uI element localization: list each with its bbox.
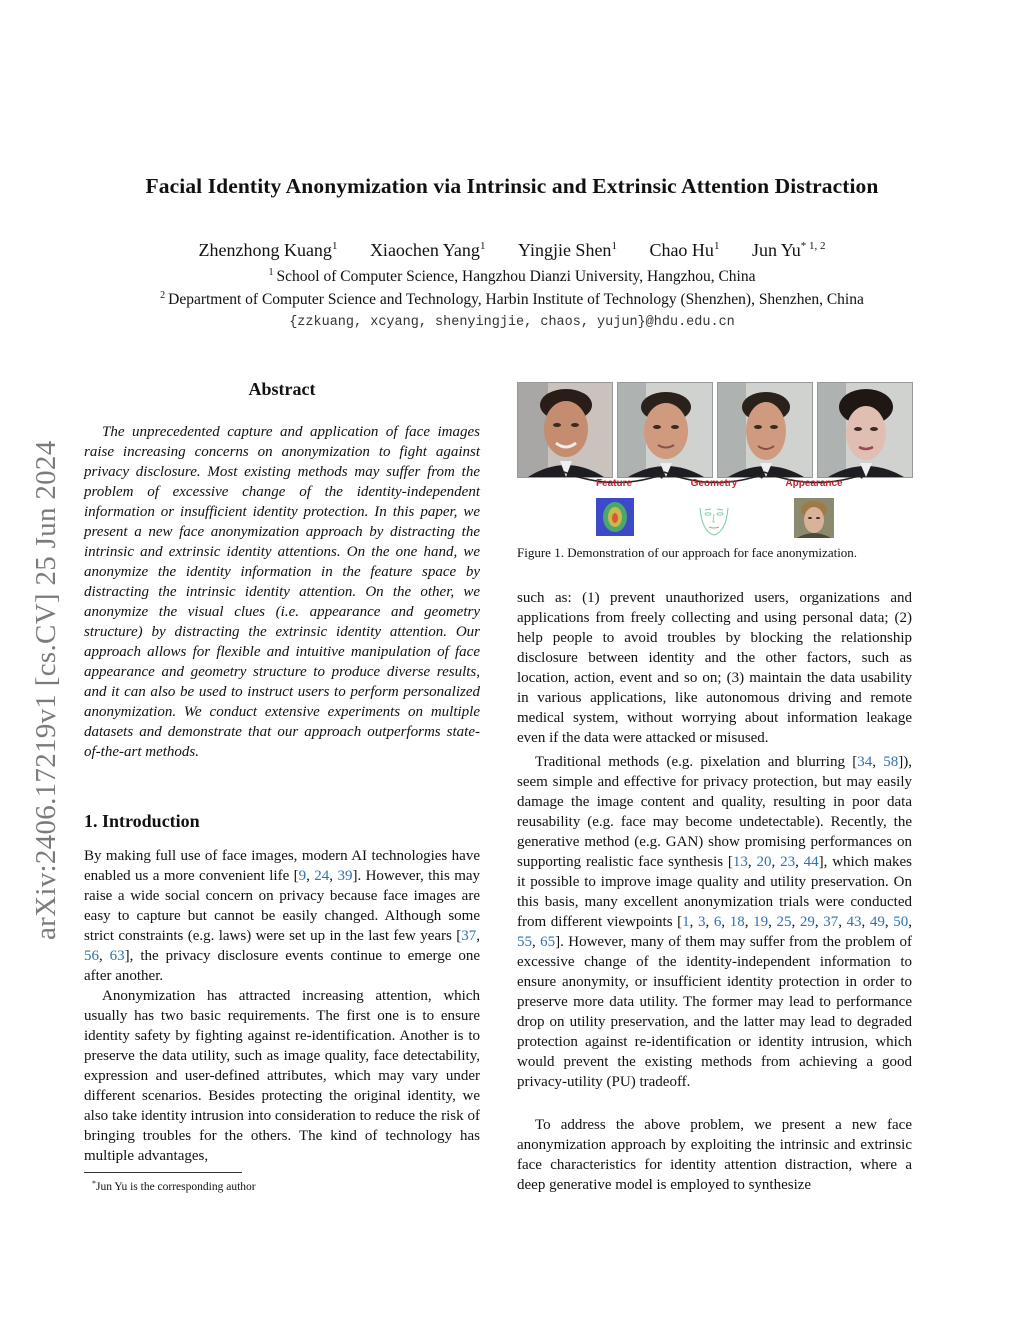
abstract-heading: Abstract	[248, 379, 316, 399]
face-illustration	[794, 498, 834, 538]
author: Zhenzhong Kuang$^1$	[198, 240, 338, 260]
citation-link[interactable]: 1	[682, 914, 690, 930]
citation-link[interactable]: 34	[857, 754, 873, 770]
citation-link[interactable]: 9	[298, 868, 307, 884]
citation-link[interactable]: 19	[753, 914, 769, 930]
citation-link[interactable]: 56	[84, 948, 99, 964]
citation-link[interactable]: 50	[893, 914, 909, 930]
landmark-sketch-thumbnail	[694, 498, 734, 538]
face-illustration	[818, 383, 912, 477]
citation-link[interactable]: 44	[803, 854, 819, 870]
face-illustration	[618, 383, 712, 477]
intro-paragraph-3: such as: (1) prevent unauthorized users, organizations and applications from freely collecting and using personal data; (2) help people to avoid troubles by blocking the relationship disclosure between identity and the other factors, such as location, action, event and so on; (3) maintain the data usability in various applications, like autonomous driving and remote medical system, without worrying about information leakage even if the data were attacked or misused.	[517, 590, 912, 746]
intro-paragraph-4: Traditional methods (e.g. pixelation and blurring [34, 58]), seem simple and effective for privacy protection, but may easily damage the image content and quality, resulting in poor data reusability (e.g. face may become undetectable). Recently, the generative method (e.g. GAN) show promising performances on supporting realistic face synthesis [13, 20, 23, 44], which makes it possible to improve image quality and utility preservation. On this basis, many excellent anonymization trials were conducted from different viewpoints [1, 3, 6, 18, 19, 25, 29, 37, 43, 49, 50, 55, 65]. However, many of them may suffer from the problem of excessive change of the identity-independent information to ensure anonymity, or insufficient identity protection in order to preserve more data utility. The former may lead to performance drop on utility preservation, and the latter may lead to degraded protection against re-identification or identity intrusion, which would prevent the existing methods from achieving a good privacy-utility (PU) tradeoff.	[517, 754, 913, 1090]
citation-link[interactable]: 58	[883, 754, 899, 770]
arxiv-identifier: arXiv:2406.17219v1 [cs.CV] 25 Jun 2024	[30, 440, 62, 940]
intro-paragraph-1: By making full use of face images, modern AI technologies have enabled us a more convenient life [9, 24, 39]. However, this may raise a wide social concern on privacy because face images are easy to capture but cannot be easily changed. Although some strict constraints (e.g. laws) were set up in the last few years [37, 56, 63], the privacy disclosure events continue to emerge one after another.	[84, 848, 481, 984]
citation-link[interactable]: 24	[314, 868, 330, 884]
citation-link[interactable]: 20	[756, 854, 772, 870]
citation-link[interactable]: 65	[540, 934, 556, 950]
section-heading-introduction: 1. Introduction	[84, 811, 200, 831]
figure-1	[516, 382, 912, 544]
abstract-text: The unprecedented capture and application of face images raise increasing concerns on anonymization to fight against privacy disclosure. Most existing methods may suffer from the problem of excessive change of the identity-independent information or insufficient identity protection. In this paper, we present a new face anonymization approach by distracting the intrinsic and extrinsic identity attentions. On the one hand, we anonymize the identity information in the feature space by distracting the intrinsic identity attention. On the other, we anonymize the visual clues (i.e. appearance and geometry structure) by distracting the extrinsic identity attention. Our approach allows for flexible and intuitive manipulation of face appearance and geometry structure to produce diverse results, and it can also be used to instruct users to perform personalized anonymization. We conduct extensive experiments on multiple datasets and demonstrate that our approach outperforms state-of-the-art methods.	[84, 424, 480, 760]
citation-link[interactable]: 55	[517, 934, 532, 950]
face-image-original	[517, 382, 613, 478]
face-image-feature	[617, 382, 713, 478]
figure-label-appearance: Appearance	[785, 478, 843, 489]
author-list	[0, 240, 1024, 261]
citation-link[interactable]: 43	[846, 914, 862, 930]
author: Jun Yu$^{* 1, 2}$	[751, 240, 826, 260]
author: Xiaochen Yang$^1$	[369, 240, 486, 260]
footnote: *Jun Yu is the corresponding author	[92, 1179, 256, 1193]
citation-link[interactable]: 39	[337, 868, 353, 884]
citation-list: 1, 3, 6, 18, 19, 25, 29, 37, 43, 49, 50, 55, 65	[517, 914, 913, 950]
citation-link[interactable]: 49	[869, 914, 885, 930]
feature-map-thumbnail	[596, 498, 634, 536]
figure-label-geometry: Geometry	[690, 478, 738, 489]
citation-link[interactable]: 23	[780, 854, 796, 870]
citation-link[interactable]: 25	[776, 914, 792, 930]
intro-paragraph-2: Anonymization has attracted increasing attention, which usually has two basic requirements. The first one is to ensure identity safety by fighting against re-identification. Another is to preserve the data utility, such as image quality, face detectability, expression and user-defined attributes, which may vary under different scenarios. Besides protecting the original identity, we also take identity intrusion into consideration to reduce the risk of bringing troubles for the others. The kind of technology has multiple advantages,	[84, 988, 480, 1164]
citation-link[interactable]: 18	[729, 914, 745, 930]
affiliation-2: $^2$ Department of Computer Science and Technology, Harbin Institute of Technology (Shenzhen), Shenzhen, China	[160, 290, 864, 308]
author: Yingjie Shen$^1$	[517, 240, 617, 260]
intro-paragraph-5: To address the above problem, we present a new face anonymization approach by exploiting the intrinsic and extrinsic face characteristics for identity attention distraction, where a deep generative model is employed to synthesize	[517, 1117, 912, 1193]
face-landmark-outline	[694, 498, 734, 538]
citation-link[interactable]: 13	[732, 854, 748, 870]
feature-heatmap	[596, 498, 634, 536]
face-image-appearance	[817, 382, 913, 478]
citation-link[interactable]: 29	[799, 914, 815, 930]
figure-1-caption: Figure 1. Demonstration of our approach for face anonymization.	[517, 545, 858, 560]
figure-label-feature: Feature	[595, 478, 633, 489]
footnote-rule	[84, 1172, 242, 1173]
face-illustration	[718, 383, 812, 477]
author: Chao Hu$^1$	[649, 240, 720, 260]
affiliation-1: $^1$ School of Computer Science, Hangzhou Dianzi University, Hangzhou, China	[268, 267, 756, 285]
citation-link[interactable]: 63	[109, 948, 125, 964]
face-image-geometry	[717, 382, 813, 478]
author-emails: {zzkuang, xcyang, shenyingjie, chaos, yujun}@hdu.edu.cn	[289, 315, 735, 330]
citation-link[interactable]: 6	[713, 914, 722, 930]
citation-link[interactable]: 37	[461, 928, 477, 944]
citation-link[interactable]: 3	[698, 914, 706, 930]
paper-title: Facial Identity Anonymization via Intrinsic and Extrinsic Attention Distraction	[145, 174, 879, 198]
appearance-reference-thumbnail	[794, 498, 834, 538]
citation-link[interactable]: 37	[823, 914, 839, 930]
face-illustration	[518, 383, 612, 477]
